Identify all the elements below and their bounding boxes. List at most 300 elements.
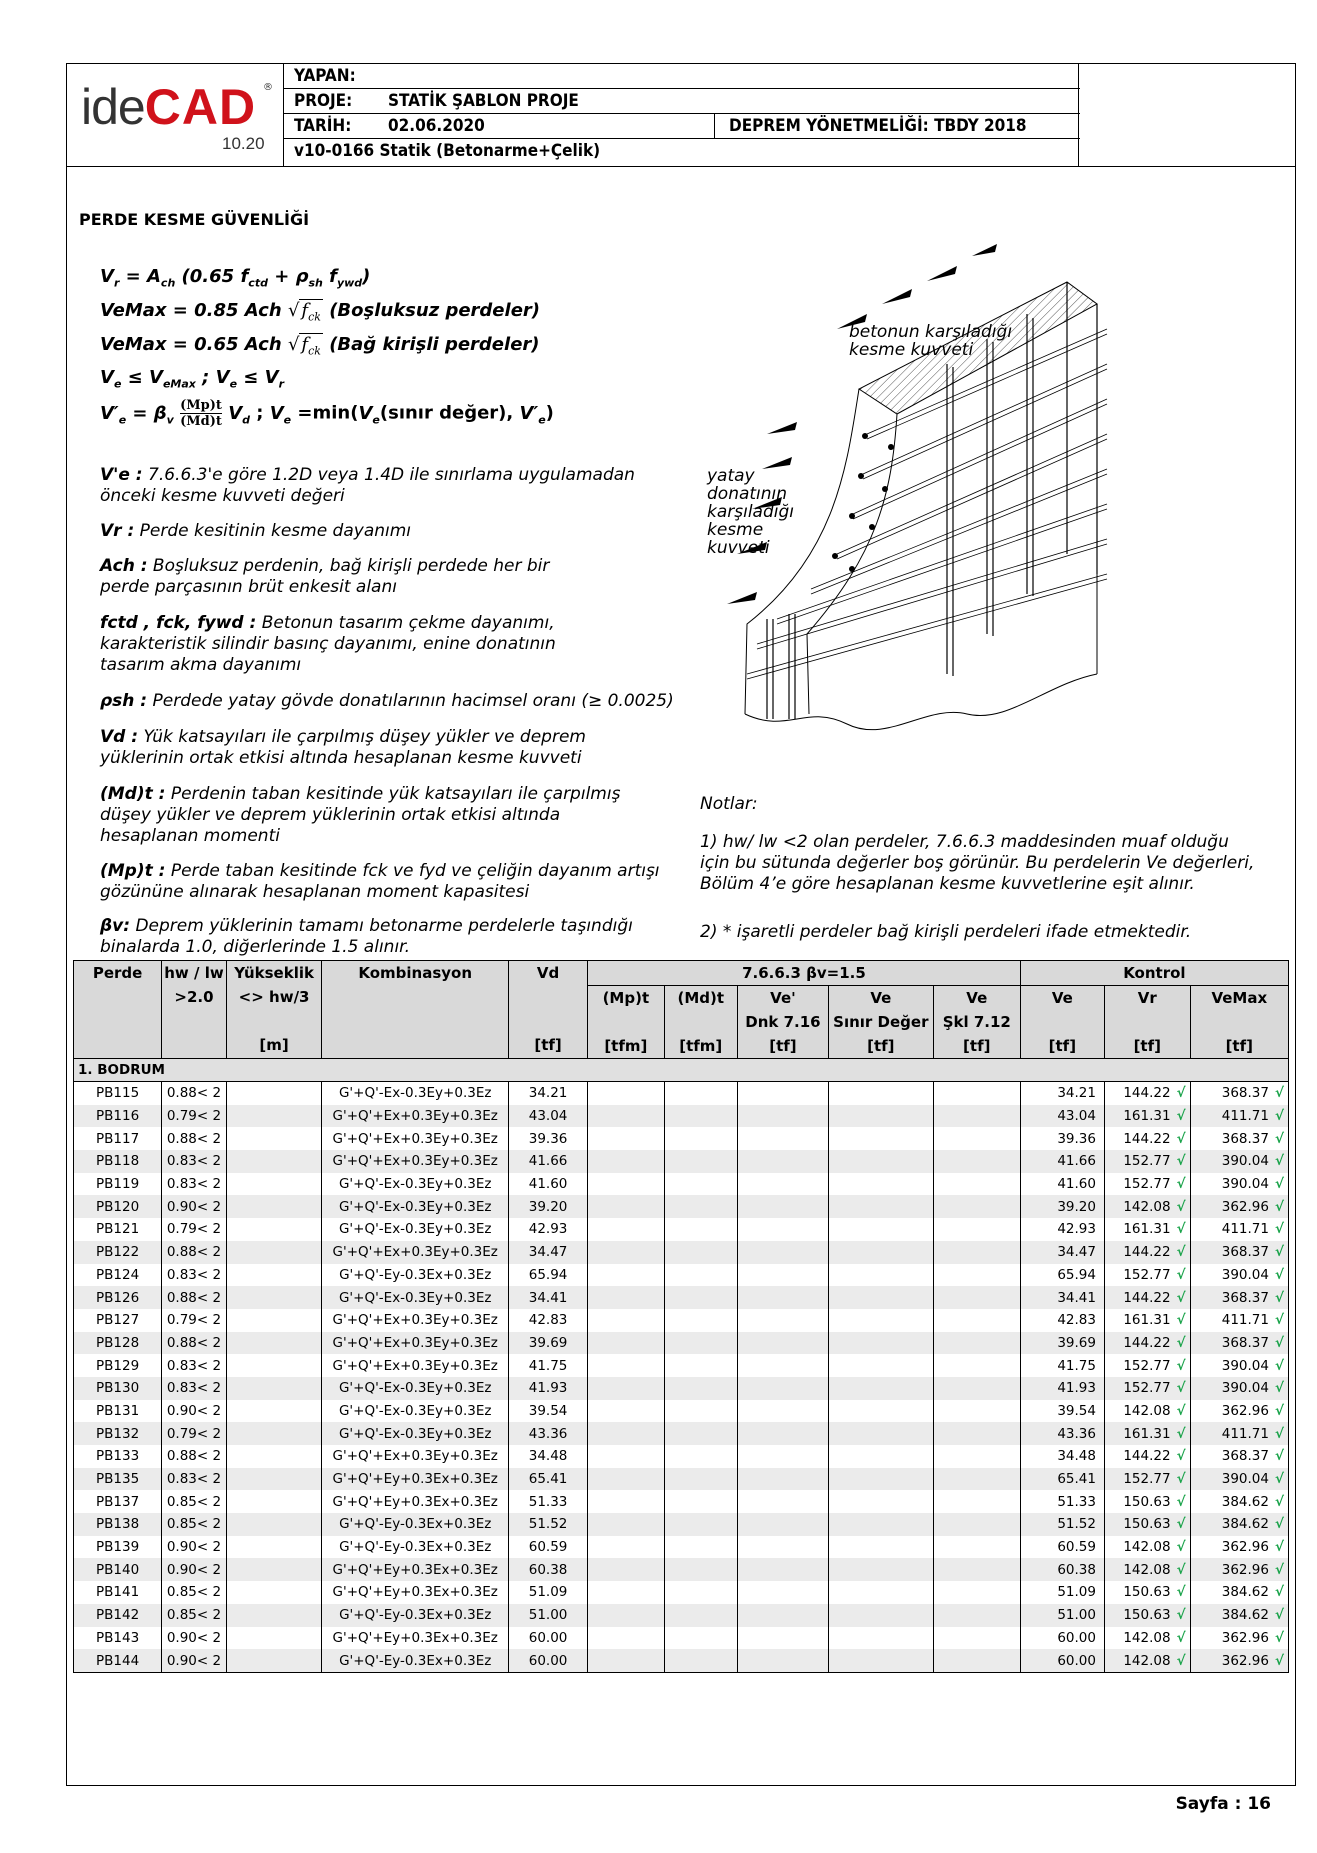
cell-hwlw: 0.88< 2 — [162, 1286, 227, 1309]
cell-kombinasyon: G'+Q'-Ey-0.3Ex+0.3Ez — [322, 1536, 509, 1559]
definition-ach — [100, 556, 570, 598]
check-icon: √ — [1274, 1221, 1284, 1238]
check-icon: √ — [1176, 1153, 1186, 1170]
cell-vemax — [1190, 1105, 1288, 1128]
cell-ve-sekil — [933, 1513, 1020, 1536]
cell-mp — [588, 1309, 664, 1332]
cell-mp — [588, 1127, 664, 1150]
cell-perde: PB132 — [74, 1422, 162, 1445]
cell-md — [664, 1082, 737, 1105]
cell-vd: 34.47 — [508, 1241, 587, 1264]
cell-hwlw: 0.90< 2 — [162, 1195, 227, 1218]
cell-vd: 41.66 — [508, 1150, 587, 1173]
cell-ve-prime — [738, 1173, 829, 1196]
cell-vr — [1104, 1558, 1190, 1581]
value: 144.22 — [1123, 1448, 1171, 1465]
table-row — [74, 1173, 1289, 1196]
table-row — [74, 1604, 1289, 1627]
table-row — [74, 1286, 1289, 1309]
check-icon: √ — [1274, 1629, 1284, 1646]
cell-vr — [1104, 1400, 1190, 1423]
cell-ve: 41.75 — [1020, 1354, 1104, 1377]
cell-hwlw: 0.83< 2 — [162, 1150, 227, 1173]
cell-ve: 39.69 — [1020, 1332, 1104, 1355]
cell-kombinasyon: G'+Q'+Ey+0.3Ex+0.3Ez — [322, 1468, 509, 1491]
cell-ve: 51.33 — [1020, 1490, 1104, 1513]
def-text: Perde kesitinin kesme dayanımı — [134, 521, 412, 541]
definition-mp — [100, 861, 700, 903]
equation-vemax-bosluksuz — [100, 300, 540, 324]
cell-perde: PB116 — [74, 1105, 162, 1128]
value: 152.77 — [1123, 1176, 1171, 1193]
cell-vd: 34.21 — [508, 1082, 587, 1105]
cell-ve-prime — [738, 1127, 829, 1150]
cell-ve-sinir — [828, 1400, 933, 1423]
table-row — [74, 1490, 1289, 1513]
cell-vd: 42.93 — [508, 1218, 587, 1241]
cell-ve-prime — [738, 1309, 829, 1332]
cell-md — [664, 1468, 737, 1491]
cell-ve: 65.94 — [1020, 1264, 1104, 1287]
cell-kombinasyon: G'+Q'+Ey+0.3Ex+0.3Ez — [322, 1490, 509, 1513]
cell-yukseklik — [226, 1604, 322, 1627]
table-row — [74, 1400, 1289, 1423]
value: 152.77 — [1123, 1153, 1171, 1170]
check-icon: √ — [1176, 1289, 1186, 1306]
cell-yukseklik — [226, 1127, 322, 1150]
group-7663: 7.6.6.3 βv=1.5 — [588, 961, 1021, 986]
check-icon: √ — [1274, 1561, 1284, 1578]
cell-yukseklik — [226, 1400, 322, 1423]
cell-ve-prime — [738, 1490, 829, 1513]
cell-perde: PB122 — [74, 1241, 162, 1264]
value: 368.37 — [1221, 1244, 1269, 1261]
def-symbol: Vd : — [100, 727, 139, 747]
check-icon: √ — [1176, 1493, 1186, 1510]
value: 142.08 — [1123, 1539, 1171, 1556]
col-mp: (Mp)t — [588, 986, 664, 1011]
cell-ve-sekil — [933, 1558, 1020, 1581]
cell-vr — [1104, 1332, 1190, 1355]
cell-vemax — [1190, 1604, 1288, 1627]
value: 142.08 — [1123, 1629, 1171, 1646]
cell-mp — [588, 1490, 664, 1513]
cell-hwlw: 0.88< 2 — [162, 1241, 227, 1264]
cell-hwlw: 0.83< 2 — [162, 1264, 227, 1287]
definition-rho-sh — [100, 691, 680, 712]
def-text: Deprem yüklerinin tamamı betonarme perdelerle taşındığı binalarda 1.0, diğerlerinde 1.5 alınır. — [100, 916, 633, 957]
check-icon: √ — [1274, 1085, 1284, 1102]
cell-kombinasyon: G'+Q'+Ey+0.3Ex+0.3Ez — [322, 1558, 509, 1581]
header-subtext: <> hw/3 — [238, 988, 310, 1006]
cell-hwlw: 0.79< 2 — [162, 1218, 227, 1241]
cell-vd: 60.00 — [508, 1627, 587, 1650]
cell-perde: PB137 — [74, 1490, 162, 1513]
cell-ve: 60.00 — [1020, 1649, 1104, 1672]
def-text: Betonun tasarım çekme dayanımı, karakteristik silindir basınç dayanımı, enine donatının tasarım akma dayanımı — [100, 613, 556, 675]
cell-perde: PB120 — [74, 1195, 162, 1218]
cell-mp — [588, 1218, 664, 1241]
cell-vd: 51.52 — [508, 1513, 587, 1536]
check-icon: √ — [1274, 1108, 1284, 1125]
table-row — [74, 1468, 1289, 1491]
cell-mp — [588, 1513, 664, 1536]
cell-ve-sinir — [828, 1468, 933, 1491]
cell-md — [664, 1649, 737, 1672]
cell-md — [664, 1581, 737, 1604]
cell-mp — [588, 1558, 664, 1581]
check-icon: √ — [1274, 1425, 1284, 1442]
tarih-row — [284, 114, 1080, 139]
def-symbol: (Mp)t : — [100, 861, 166, 881]
cell-ve-sinir — [828, 1241, 933, 1264]
check-icon: √ — [1176, 1652, 1186, 1669]
cell-kombinasyon: G'+Q'-Ex-0.3Ey+0.3Ez — [322, 1400, 509, 1423]
cell-ve-prime — [738, 1468, 829, 1491]
cell-ve-prime — [738, 1627, 829, 1650]
cell-ve: 43.36 — [1020, 1422, 1104, 1445]
cell-vemax — [1190, 1150, 1288, 1173]
check-icon: √ — [1176, 1244, 1186, 1261]
cell-ve-prime — [738, 1558, 829, 1581]
cell-yukseklik — [226, 1468, 322, 1491]
value: 144.22 — [1123, 1130, 1171, 1147]
cell-ve-sinir — [828, 1627, 933, 1650]
eq2-prefix: VeMax = 0.85 Ach — [100, 300, 282, 321]
cell-vd: 65.94 — [508, 1264, 587, 1287]
cell-mp — [588, 1286, 664, 1309]
check-icon: √ — [1176, 1539, 1186, 1556]
cell-ve-sinir — [828, 1173, 933, 1196]
table-row — [74, 1082, 1289, 1105]
cell-ve: 65.41 — [1020, 1468, 1104, 1491]
cell-vemax — [1190, 1354, 1288, 1377]
cell-ve-sinir — [828, 1513, 933, 1536]
cell-hwlw: 0.85< 2 — [162, 1581, 227, 1604]
cell-ve: 60.38 — [1020, 1558, 1104, 1581]
cell-yukseklik — [226, 1309, 322, 1332]
cell-hwlw: 0.85< 2 — [162, 1604, 227, 1627]
version-row — [284, 139, 1080, 164]
equation-ve-prime: $V'_e = \beta_v$ $\frac{(Mp)t}{(Md)t}$ $V_d$ ; $V_e$ $=\min(V_e(sınır$ değer), $V'_e$) — [100, 398, 554, 429]
cell-kombinasyon: G'+Q'+Ex+0.3Ey+0.3Ez — [322, 1445, 509, 1468]
cell-md — [664, 1218, 737, 1241]
cell-vemax — [1190, 1445, 1288, 1468]
cell-yukseklik — [226, 1173, 322, 1196]
value: 362.96 — [1221, 1629, 1269, 1646]
cell-md — [664, 1400, 737, 1423]
col-hwlw — [162, 961, 227, 1059]
check-icon: √ — [1274, 1176, 1284, 1193]
cell-perde: PB121 — [74, 1218, 162, 1241]
table-row — [74, 1127, 1289, 1150]
cell-hwlw: 0.83< 2 — [162, 1354, 227, 1377]
cell-vemax — [1190, 1490, 1288, 1513]
cell-md — [664, 1354, 737, 1377]
cell-kombinasyon: G'+Q'-Ex-0.3Ey+0.3Ez — [322, 1082, 509, 1105]
note-1: 1) hw/ lw <2 olan perdeler, 7.6.6.3 maddesinden muaf olduğu için bu sütunda değerler boş görünür. Bu perdelerin Ve değerleri, Bölüm 4’e göre hesaplanan kesme kuvvetlerine eşit alınır. — [700, 832, 1255, 894]
cell-md — [664, 1241, 737, 1264]
value: 142.08 — [1123, 1402, 1171, 1419]
value: 390.04 — [1221, 1176, 1269, 1193]
cell-hwlw: 0.88< 2 — [162, 1332, 227, 1355]
tarih-label: TARİH: — [294, 116, 352, 136]
cell-ve-prime — [738, 1604, 829, 1627]
cell-ve-sekil — [933, 1332, 1020, 1355]
cell-ve-sinir — [828, 1332, 933, 1355]
cell-hwlw: 0.79< 2 — [162, 1422, 227, 1445]
col-vd — [508, 961, 587, 1059]
blank — [664, 1010, 737, 1034]
table-row — [74, 1445, 1289, 1468]
check-icon: √ — [1176, 1334, 1186, 1351]
def-text: Yük katsayıları ile çarpılmış düşey yükler ve deprem yüklerinin ortak etkisi altında hesaplanan kesme kuvveti — [100, 727, 586, 768]
cell-vemax — [1190, 1241, 1288, 1264]
cell-md — [664, 1173, 737, 1196]
cell-perde: PB129 — [74, 1354, 162, 1377]
cell-hwlw: 0.90< 2 — [162, 1558, 227, 1581]
cell-ve-sinir — [828, 1490, 933, 1513]
check-icon: √ — [1274, 1448, 1284, 1465]
table-row — [74, 1150, 1289, 1173]
check-icon: √ — [1274, 1357, 1284, 1374]
version-line: v10-0166 Statik (Betonarme+Çelik) — [294, 141, 601, 161]
cell-vr — [1104, 1377, 1190, 1400]
cell-vemax — [1190, 1649, 1288, 1672]
value: 368.37 — [1221, 1448, 1269, 1465]
cell-md — [664, 1536, 737, 1559]
cell-yukseklik — [226, 1286, 322, 1309]
cell-vd: 42.83 — [508, 1309, 587, 1332]
cell-ve-sekil — [933, 1649, 1020, 1672]
group-kontrol: Kontrol — [1020, 961, 1288, 986]
value: 150.63 — [1123, 1607, 1171, 1624]
cell-yukseklik — [226, 1581, 322, 1604]
cell-ve-sinir — [828, 1195, 933, 1218]
cell-ve: 60.00 — [1020, 1627, 1104, 1650]
cell-vd: 34.41 — [508, 1286, 587, 1309]
check-icon: √ — [1176, 1221, 1186, 1238]
cell-ve-sekil — [933, 1400, 1020, 1423]
def-text: Perdenin taban kesitinde yük katsayıları ile çarpılmış düşey yükler ve deprem yüklerinin ortak etkisi altında hesaplanan momenti — [100, 784, 621, 846]
blank — [1190, 1010, 1288, 1034]
table-row — [74, 1513, 1289, 1536]
value: 384.62 — [1221, 1607, 1269, 1624]
check-icon: √ — [1274, 1516, 1284, 1533]
cell-hwlw: 0.90< 2 — [162, 1400, 227, 1423]
value: 384.62 — [1221, 1584, 1269, 1601]
cell-hwlw: 0.90< 2 — [162, 1627, 227, 1650]
cell-ve-sekil — [933, 1536, 1020, 1559]
page-frame — [66, 63, 1296, 1786]
cell-ve-sekil — [933, 1490, 1020, 1513]
cell-md — [664, 1264, 737, 1287]
cell-ve-sekil — [933, 1354, 1020, 1377]
cell-md — [664, 1150, 737, 1173]
cell-mp — [588, 1604, 664, 1627]
cell-kombinasyon: G'+Q'-Ey-0.3Ex+0.3Ez — [322, 1604, 509, 1627]
cell-kombinasyon: G'+Q'-Ex-0.3Ey+0.3Ez — [322, 1173, 509, 1196]
cell-mp — [588, 1400, 664, 1423]
cell-perde: PB124 — [74, 1264, 162, 1287]
cell-ve-sinir — [828, 1286, 933, 1309]
cell-hwlw: 0.83< 2 — [162, 1377, 227, 1400]
cell-yukseklik — [226, 1422, 322, 1445]
cell-vemax — [1190, 1332, 1288, 1355]
cell-perde: PB128 — [74, 1332, 162, 1355]
col-kombinasyon — [322, 961, 509, 1059]
value: 161.31 — [1123, 1221, 1171, 1238]
cell-ve-sekil — [933, 1150, 1020, 1173]
cell-ve-prime — [738, 1354, 829, 1377]
cell-kombinasyon: G'+Q'+Ex+0.3Ey+0.3Ez — [322, 1127, 509, 1150]
proje-value: STATİK ŞABLON PROJE — [388, 91, 579, 111]
blank — [588, 1010, 664, 1034]
cell-perde: PB118 — [74, 1150, 162, 1173]
unit-ve: [tf] — [1020, 1034, 1104, 1059]
cell-vd: 60.59 — [508, 1536, 587, 1559]
check-icon: √ — [1274, 1539, 1284, 1556]
cell-yukseklik — [226, 1490, 322, 1513]
cell-vd: 51.09 — [508, 1581, 587, 1604]
cell-perde: PB131 — [74, 1400, 162, 1423]
cell-hwlw: 0.83< 2 — [162, 1173, 227, 1196]
blank — [1020, 1010, 1104, 1034]
check-icon: √ — [1176, 1312, 1186, 1329]
cell-perde: PB139 — [74, 1536, 162, 1559]
cell-md — [664, 1309, 737, 1332]
value: 368.37 — [1221, 1130, 1269, 1147]
value: 144.22 — [1123, 1085, 1171, 1102]
col-ve: Ve — [1020, 986, 1104, 1011]
check-icon: √ — [1274, 1198, 1284, 1215]
cell-yukseklik — [226, 1445, 322, 1468]
cell-ve: 39.20 — [1020, 1195, 1104, 1218]
cell-vd: 39.54 — [508, 1400, 587, 1423]
cell-md — [664, 1332, 737, 1355]
cell-vd: 39.20 — [508, 1195, 587, 1218]
cell-ve-sekil — [933, 1377, 1020, 1400]
col-vr: Vr — [1104, 986, 1190, 1011]
cell-mp — [588, 1195, 664, 1218]
value: 411.71 — [1221, 1221, 1269, 1238]
cell-yukseklik — [226, 1513, 322, 1536]
cell-vemax — [1190, 1173, 1288, 1196]
cell-ve-sekil — [933, 1286, 1020, 1309]
cell-mp — [588, 1536, 664, 1559]
cell-vd: 43.36 — [508, 1422, 587, 1445]
eq3-suffix: (Bağ kirişli perdeler) — [329, 334, 540, 355]
cell-vd: 34.48 — [508, 1445, 587, 1468]
note-2: 2) * işaretli perdeler bağ kirişli perdeleri ifade etmektedir. — [700, 922, 1192, 942]
cell-ve-prime — [738, 1400, 829, 1423]
cell-vr — [1104, 1173, 1190, 1196]
cell-md — [664, 1445, 737, 1468]
cell-vemax — [1190, 1264, 1288, 1287]
cell-yukseklik — [226, 1354, 322, 1377]
cell-md — [664, 1422, 737, 1445]
check-icon: √ — [1274, 1652, 1284, 1669]
cell-vemax — [1190, 1400, 1288, 1423]
yapan-label: YAPAN: — [294, 66, 356, 86]
table-row — [74, 1105, 1289, 1128]
cell-ve: 51.00 — [1020, 1604, 1104, 1627]
definition-beta-v — [100, 916, 680, 958]
cell-vr — [1104, 1195, 1190, 1218]
cell-ve-prime — [738, 1513, 829, 1536]
value: 161.31 — [1123, 1312, 1171, 1329]
table-row — [74, 1332, 1289, 1355]
cell-ve-sinir — [828, 1105, 933, 1128]
cell-hwlw: 0.88< 2 — [162, 1127, 227, 1150]
cell-ve-sekil — [933, 1422, 1020, 1445]
eq3-prefix: VeMax = 0.65 Ach — [100, 334, 282, 355]
header-text: Perde — [92, 964, 143, 982]
table-row — [74, 1558, 1289, 1581]
check-icon: √ — [1274, 1402, 1284, 1419]
cell-mp — [588, 1241, 664, 1264]
unit-mp: [tfm] — [588, 1034, 664, 1059]
header-text: Kombinasyon — [358, 964, 473, 982]
check-icon: √ — [1274, 1607, 1284, 1624]
def-symbol: ρsh : — [100, 691, 148, 711]
cell-ve-prime — [738, 1082, 829, 1105]
check-icon: √ — [1176, 1402, 1186, 1419]
cell-vemax — [1190, 1082, 1288, 1105]
cell-vr — [1104, 1422, 1190, 1445]
equation-ve-limits: $V_e \le V_{eMax}$ ; $V_e \le V_r$ — [100, 367, 285, 391]
frac-denominator: (Md)t — [180, 414, 222, 429]
def-symbol: Ach : — [100, 556, 148, 576]
cell-kombinasyon: G'+Q'-Ex-0.3Ey+0.3Ez — [322, 1218, 509, 1241]
cell-ve-prime — [738, 1445, 829, 1468]
value: 142.08 — [1123, 1561, 1171, 1578]
check-icon: √ — [1176, 1380, 1186, 1397]
check-icon: √ — [1274, 1584, 1284, 1601]
cell-perde: PB142 — [74, 1604, 162, 1627]
check-icon: √ — [1176, 1607, 1186, 1624]
cell-mp — [588, 1150, 664, 1173]
label-concrete-shear: betonun karşıladığı kesme kuvveti — [849, 322, 1013, 360]
shear-wall-diagram — [707, 234, 1267, 784]
cell-md — [664, 1558, 737, 1581]
definition-f — [100, 613, 620, 676]
equation-vemax-bag-kirisli — [100, 334, 540, 358]
cell-hwlw: 0.85< 2 — [162, 1490, 227, 1513]
cell-vemax — [1190, 1127, 1288, 1150]
cell-kombinasyon: G'+Q'-Ey-0.3Ex+0.3Ez — [322, 1513, 509, 1536]
cell-yukseklik — [226, 1082, 322, 1105]
value: 411.71 — [1221, 1312, 1269, 1329]
cell-ve-sekil — [933, 1218, 1020, 1241]
cell-hwlw: 0.90< 2 — [162, 1536, 227, 1559]
cell-vr — [1104, 1581, 1190, 1604]
value: 152.77 — [1123, 1266, 1171, 1283]
cell-ve: 34.41 — [1020, 1286, 1104, 1309]
def-text: Perde taban kesitinde fck ve fyd ve çeliğin dayanım artışı gözününe alınarak hesaplanan moment kapasitesi — [100, 861, 660, 902]
unit-ve-sekil: [tf] — [933, 1034, 1020, 1059]
check-icon: √ — [1274, 1471, 1284, 1488]
cell-kombinasyon: G'+Q'+Ex+0.3Ey+0.3Ez — [322, 1354, 509, 1377]
check-icon: √ — [1176, 1357, 1186, 1374]
def-symbol: fctd , fck, fywd : — [100, 613, 257, 633]
cell-vr — [1104, 1468, 1190, 1491]
value: 150.63 — [1123, 1493, 1171, 1510]
cell-md — [664, 1286, 737, 1309]
cell-yukseklik — [226, 1649, 322, 1672]
cell-yukseklik — [226, 1195, 322, 1218]
col-ve-sekil: Ve — [933, 986, 1020, 1011]
